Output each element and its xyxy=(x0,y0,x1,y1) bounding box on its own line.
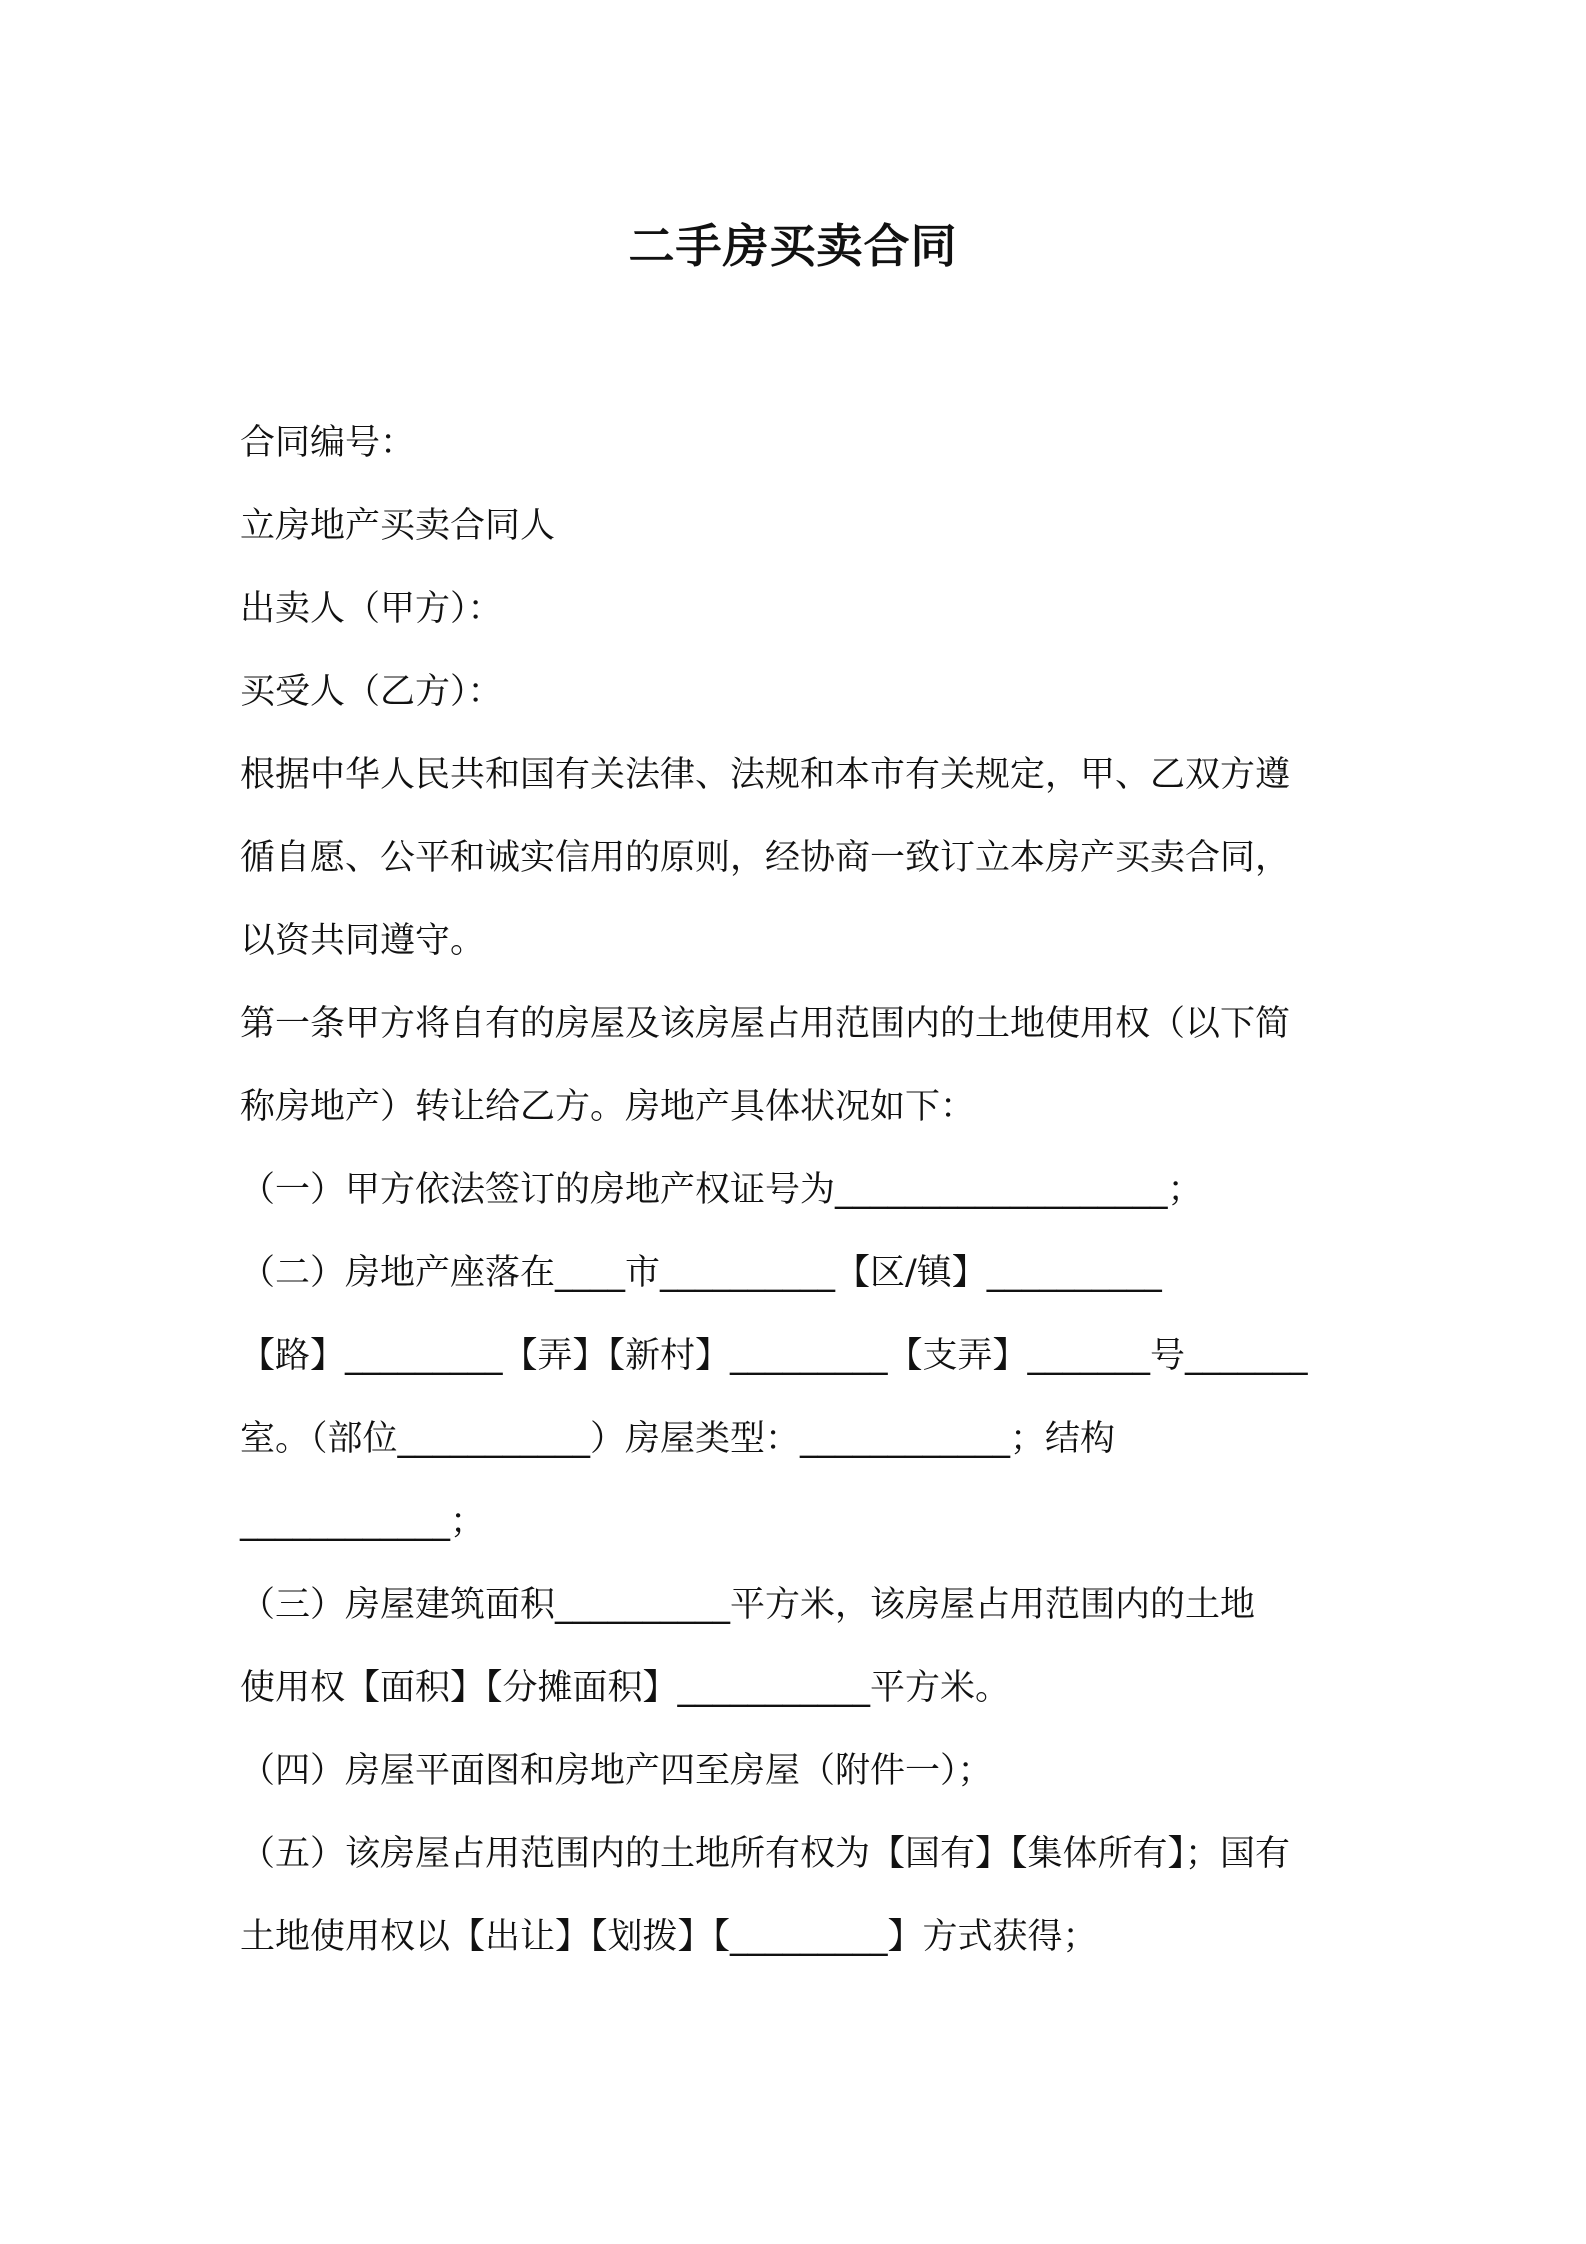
clause-three-line-1: （三）房屋建筑面积__________平方米，该房屋占用范围内的土地 xyxy=(240,1585,1256,1625)
contract-number-line: 合同编号： xyxy=(240,423,416,463)
clause-two-line-1: （二）房地产座落在____市__________【区/镇】__________ xyxy=(240,1253,1162,1293)
clause-one-line: （一）甲方依法签订的房地产权证号为___________________； xyxy=(240,1170,1203,1210)
clause-four-line: （四）房屋平面图和房地产四至房屋（附件一）； xyxy=(240,1751,993,1791)
parties-heading-line: 立房地产买卖合同人 xyxy=(240,506,556,546)
preamble-line-1: 根据中华人民共和国有关法律、法规和本市有关规定，甲、乙双方遵 xyxy=(240,755,1291,795)
buyer-line: 买受人（乙方）： xyxy=(240,672,503,712)
preamble-line-2: 循自愿、公平和诚实信用的原则，经协商一致订立本房产买卖合同， xyxy=(240,838,1291,878)
document-body xyxy=(240,402,1360,1979)
clause-five-line-1: （五）该房屋占用范围内的土地所有权为【国有】【集体所有】；国有 xyxy=(240,1834,1291,1874)
clause-two-line-2: 【路】_________【弄】【新村】_________【支弄】_______号_______ xyxy=(240,1336,1308,1376)
preamble-line-3: 以资共同遵守。 xyxy=(240,921,486,961)
clause-two-line-4: ____________； xyxy=(240,1502,486,1542)
seller-line: 出卖人（甲方）： xyxy=(240,589,503,629)
article-one-line-1: 第一条甲方将自有的房屋及该房屋占用范围内的土地使用权（以下简 xyxy=(240,1004,1291,1044)
document-title: 二手房买卖合同 xyxy=(628,219,958,273)
clause-two-line-3: 室。（部位___________）房屋类型：____________；结构 xyxy=(240,1419,1116,1459)
clause-five-line-2: 土地使用权以【出让】【划拨】【_________】方式获得； xyxy=(240,1917,1098,1957)
article-one-line-2: 称房地产）转让给乙方。房地产具体状况如下： xyxy=(240,1087,976,1127)
clause-three-line-2: 使用权【面积】【分摊面积】___________平方米。 xyxy=(240,1668,1011,1708)
